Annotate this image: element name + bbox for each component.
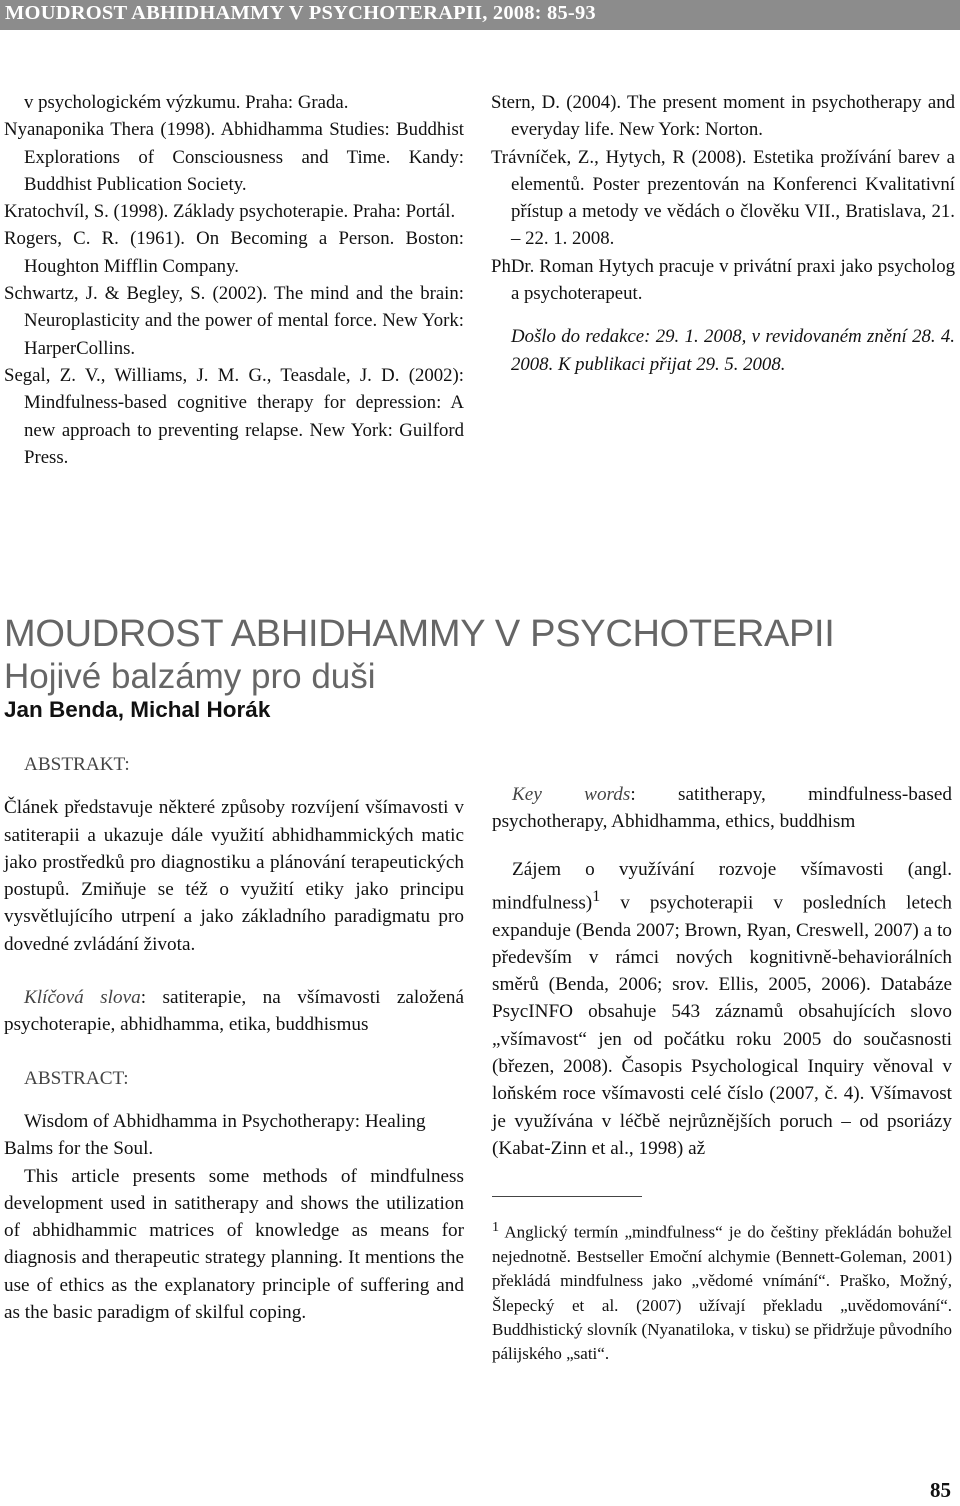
article-authors: Jan Benda, Michal Horák: [4, 697, 271, 722]
footnote-number: 1: [492, 1219, 500, 1236]
references-right-column: [491, 89, 955, 378]
czech-keywords: [4, 984, 464, 1039]
running-header-bar: [0, 0, 960, 30]
footnote: [492, 1215, 952, 1366]
english-keywords-label: Key words: [512, 784, 631, 805]
abstract-column: [4, 751, 464, 1326]
abstract-label: ABSTRACT:: [24, 1067, 129, 1089]
footnote-text: Anglický termín „mindfulness“ je do češtiny překládán bohužel nejednotně. Bestseller Emoční alchymie (Bennett-Goleman, 2001) překládá mindfulness jako „vědomé vnímání“. Praško, Možný, Šlepecký et al. (2007) užívají překladu „uvědomování“. Buddhistický slovník (Nyanatiloka, v tisku) se přidržuje původního pálijského „sati“.: [492, 1222, 952, 1363]
body-column: [492, 781, 952, 1366]
article-title: MOUDROST ABHIDHAMMY V PSYCHOTERAPII: [4, 613, 835, 655]
abstrakt-label: ABSTRAKT:: [24, 754, 130, 775]
czech-keywords-text: : satiterapie, na všímavosti založená psychoterapie, abhidhamma, etika, buddhismus: [4, 987, 465, 1036]
reference-item: Kratochvíl, S. (1998). Základy psychoterapie. Praha: Portál.: [4, 201, 456, 223]
reference-item: Rogers, C. R. (1961). On Becoming a Person. Boston: Houghton Mifflin Company.: [4, 228, 464, 277]
czech-keywords-label: Klíčová slova: [24, 987, 141, 1009]
received-note: Došlo do redakce: 29. 1. 2008, v revidovaném znění 28. 4. 2008. K publikaci přijat 29. 5. 2008.: [511, 326, 955, 375]
body-text-part1: Zájem o využívání rozvoje všímavosti (angl. mindfulness): [492, 858, 952, 914]
page-number: 85: [930, 1478, 951, 1502]
abstrakt-text: Článek představuje některé způsoby rozvíjení všímavosti v satiterapii a ukazuje dále využití abhidhammických matic jako prostředků pro diagnostiku a plánování terapeutických postupů. Zmiňuje se též o využití etiky jako principu vysvětlujícího utrpení a jako základního paradigmatu pro dovedné zvládání života.: [4, 797, 464, 955]
references-left-column: [4, 89, 464, 471]
abstract-title: Wisdom of Abhidhamma in Psychotherapy: Healing Balms for the Soul.: [4, 1110, 426, 1160]
body-text-part2: v psychoterapii v posledních letech expanduje (Benda 2007; Brown, Ryan, Creswell, 2007) a to především v rámci nových kognitivně-behaviorálních směrů (Benda, 2006; srov. Ellis, 2005, 2006). Databáze PsycINFO obsahuje 543 záznamů obsahujících slovo „všímavost“ jen od počátku roku 2005 do současnosti (březen, 2008). Časopis Psychological Inquiry věnoval v loňském roce všímavosti celé číslo (2007, č. 4). Všímavost je využívána v léčbě nejrůznějších poruch – od psoriázy (Kabat-Zinn et al., 1998) až: [492, 892, 952, 1159]
article-subtitle: Hojivé balzámy pro duši: [4, 657, 376, 696]
reference-item: Nyanaponika Thera (1998). Abhidhamma Studies: Buddhist Explorations of Consciousness and Time. Kandy: Buddhist Publication Society.: [4, 119, 464, 195]
english-keywords-text: : satitherapy, mindfulness-based psychotherapy, Abhidhamma, ethics, buddhism: [492, 784, 952, 833]
reference-item: Trávníček, Z., Hytych, R (2008). Estetika prožívání barev a elementů. Poster prezentován na Konferenci Kvalitativní přístup a metody ve vědách o člověku VII., Bratislava, 21. – 22. 1. 2008.: [491, 146, 955, 250]
reference-item: Segal, Z. V., Williams, J. M. G., Teasdale, J. D. (2002): Mindfulness-based cognitive therapy for depression: A new approach to preventing relapse. New York: Guilford Press.: [4, 364, 464, 468]
author-note: PhDr. Roman Hytych pracuje v privátní praxi jako psycholog a psychoterapeut.: [491, 255, 955, 305]
reference-item: v psychologickém výzkumu. Praha: Grada.: [24, 92, 349, 113]
reference-item: Stern, D. (2004). The present moment in psychotherapy and everyday life. New York: Norton.: [491, 92, 955, 141]
english-keywords: [492, 781, 952, 836]
running-header-text: MOUDROST ABHIDHAMMY V PSYCHOTERAPII, 2008: 85-93: [5, 2, 596, 24]
abstract-text: This article presents some methods of mindfulness development used in satitherapy and shows the utilization of abhidhammic matrices of knowledge as means for diagnosis and therapeutic strategy planning. It mentions the use of ethics as the explanatory principle of suffering and as the basic paradigm of skilful coping.: [4, 1165, 464, 1324]
body-paragraph: [492, 856, 952, 1163]
footnote-separator: [492, 1196, 642, 1197]
reference-item: Schwartz, J. & Begley, S. (2002). The mind and the brain: Neuroplasticity and the power of mental force. New York: HarperCollins.: [4, 283, 464, 359]
footnote-reference[interactable]: 1: [592, 887, 601, 905]
